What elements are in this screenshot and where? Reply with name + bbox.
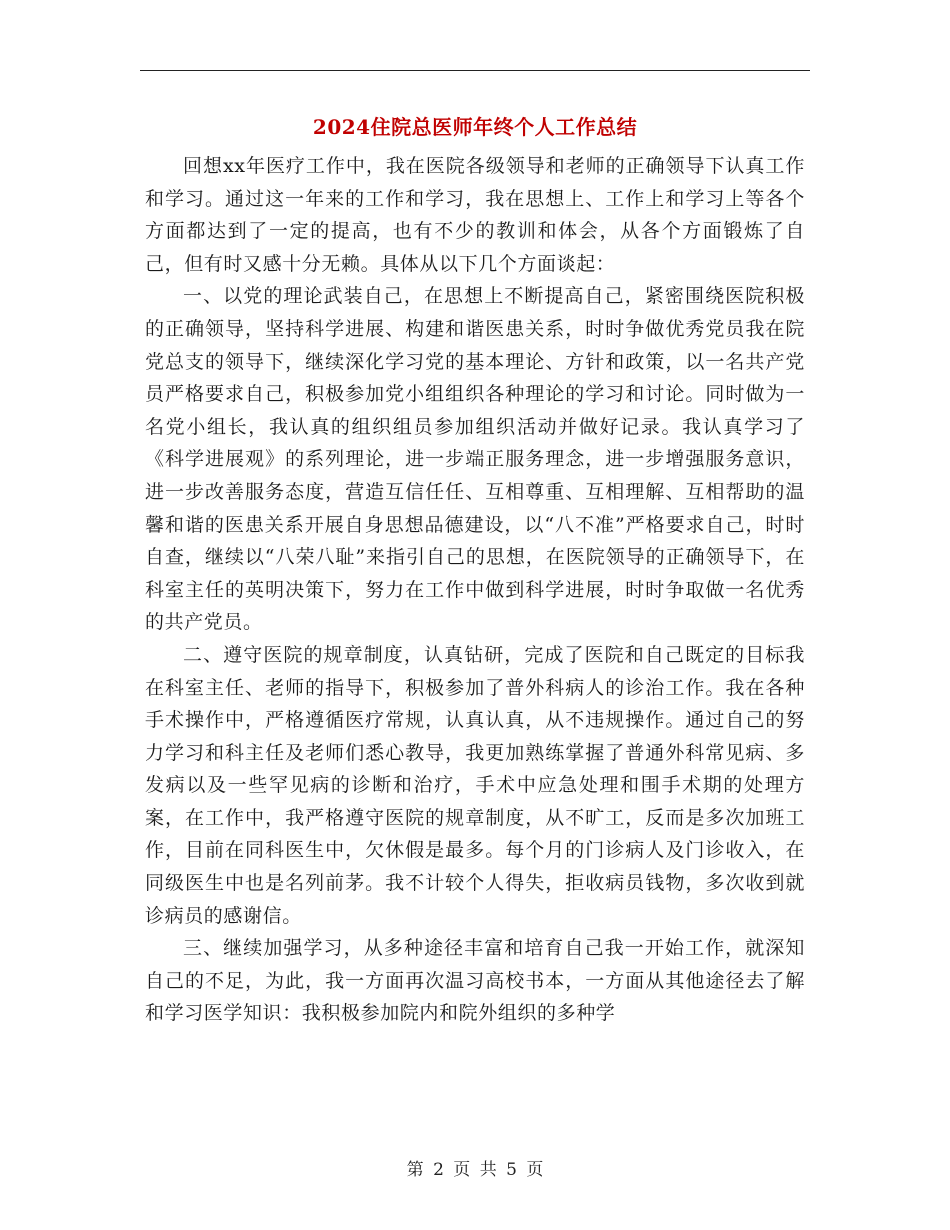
header-rule (140, 70, 810, 71)
paragraph-section-1: 一、以党的理论武装自己，在思想上不断提高自己，紧密围绕医院积极的正确领导，坚持科学进展、构建和谐医患关系，时时争做优秀党员我在院党总支的领导下，继续深化学习党的基本理论、方针和政策，以一名共产党员严格要求自己，积极参加党小组组织各种理论的学习和讨论。同时做为一名党小组长，我认真的组织组员参加组织活动并做好记录。我认真学习了《科学进展观》的系列理论，进一步端正服务理念，进一步增强服务意识，进一步改善服务态度，营造互信任任、互相尊重、互相理解、互相帮助的温馨和谐的医患关系开展自身思想品德建设，以“八不准”严格要求自己，时时自查，继续以“八荣八耻”来指引自己的思想，在医院领导的正确领导下，在科室主任的英明决策下，努力在工作中做到科学进展，时时争取做一名优秀的共产党员。 (145, 285, 805, 634)
document-title: 2024住院总医师年终个人工作总结 (312, 115, 638, 139)
paragraph-section-3: 三、继续加强学习，从多种途径丰富和培育自己我一开始工作，就深知自己的不足，为此，我一方面再次温习高校书本，一方面从其他途径去了解和学习医学知识：我积极参加院内和院外组织的多种学 (145, 937, 805, 1025)
paragraph-section-2: 二、遵守医院的规章制度，认真钻研，完成了医院和自己既定的目标我在科室主任、老师的指导下，积极参加了普外科病人的诊治工作。我在各种手术操作中，严格遵循医疗常规，认真认真，从不违规操作。通过自己的努力学习和科主任及老师们悉心教导，我更加熟练掌握了普通外科常见病、多发病以及一些罕见病的诊断和治疗，手术中应急处理和围手术期的处理方案，在工作中，我严格遵守医院的规章制度，从不旷工，反而是多次加班工作，目前在同科医生中，欠休假是最多。每个月的门诊病人及门诊收入，在同级医生中也是名列前茅。我不计较个人得失，拒收病员钱物，多次收到就诊病员的感谢信。 (145, 643, 805, 927)
page-number-footer: 第 2 页 共 5 页 (406, 1160, 544, 1180)
paragraph-intro: 回想xx年医疗工作中，我在医院各级领导和老师的正确领导下认真工作和学习。通过这一年来的工作和学习，我在思想上、工作上和学习上等各个方面都达到了一定的提高，也有不少的教训和体会，从各个方面锻炼了自己，但有时又感十分无赖。具体从以下几个方面谈起： (145, 155, 805, 275)
document-body (145, 150, 805, 1030)
